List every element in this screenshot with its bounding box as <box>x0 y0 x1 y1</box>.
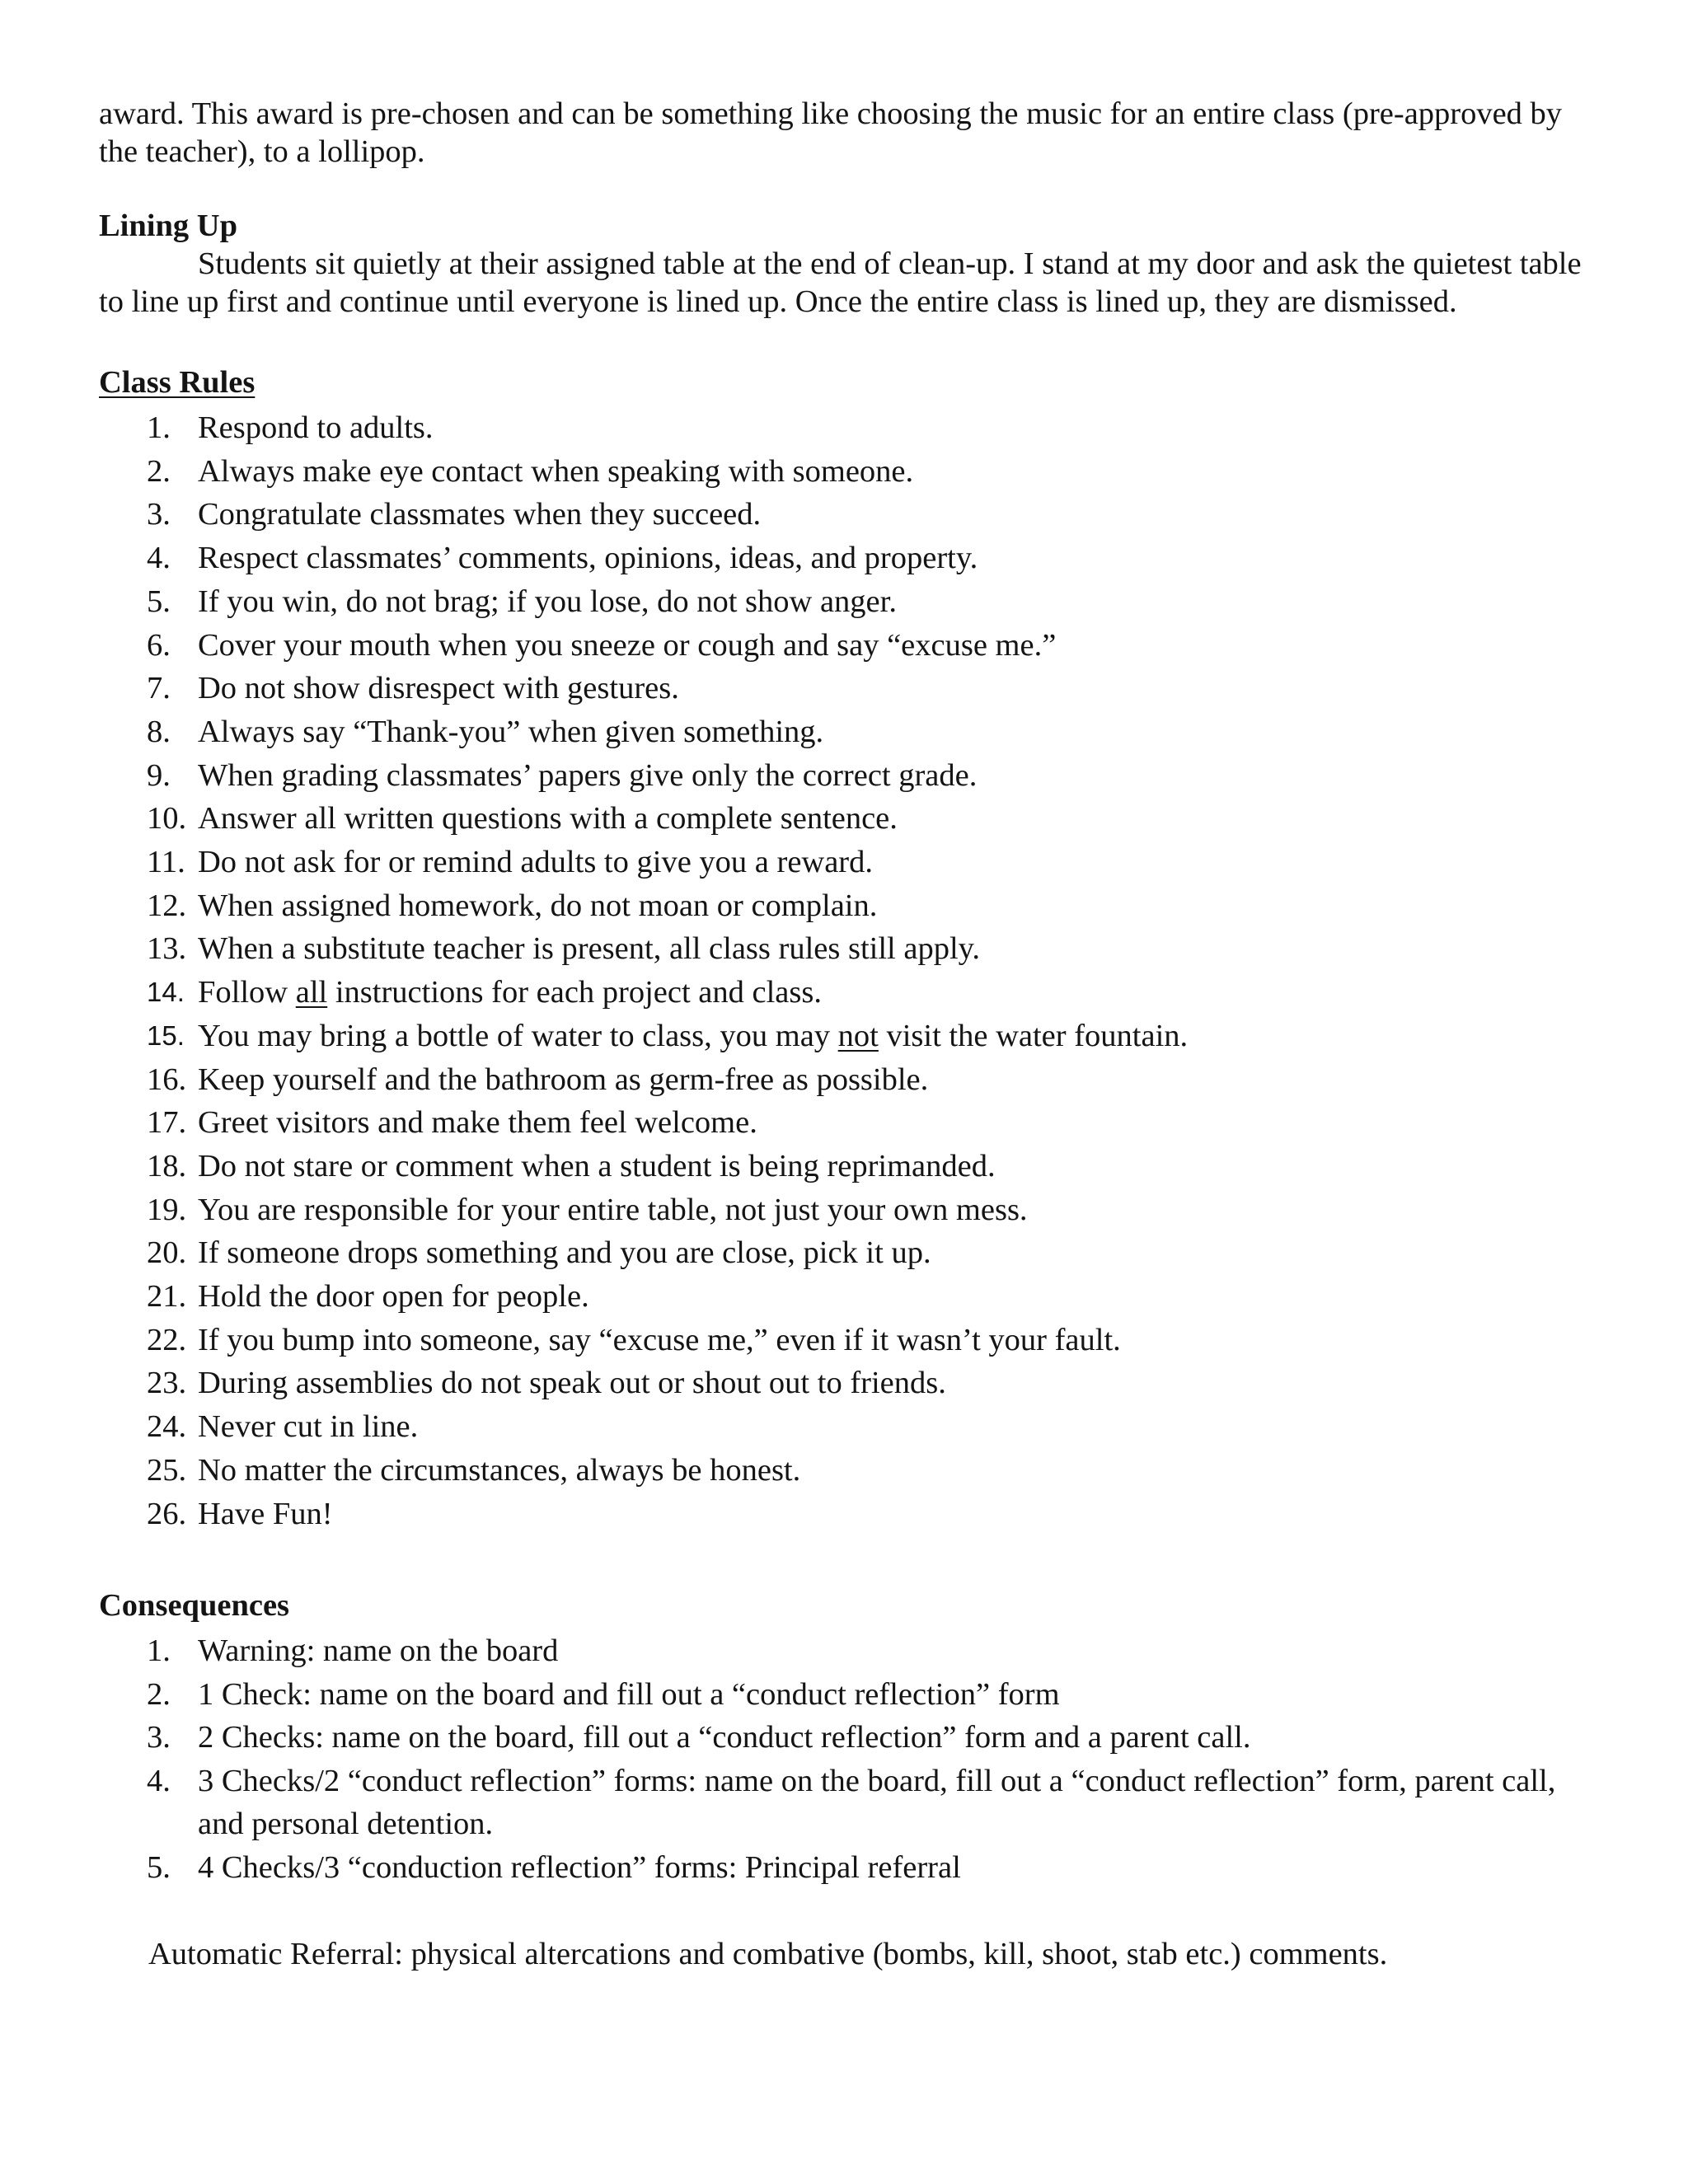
document-page <box>99 95 1582 1973</box>
list-item: 25. No matter the circumstances, always be honest. <box>147 1452 801 1488</box>
lining-up-paragraph: Students sit quietly at their assigned table at the end of clean-up. I stand at my door and ask the quietest table to line up first and continue until everyone is lined up. Once the entire class is lined up, they are dismissed. <box>99 246 1582 319</box>
list-item: 3. 2 Checks: name on the board, fill out a “conduct reflection” form and a parent call. <box>147 1720 1251 1755</box>
list-item: 15. You may bring a bottle of water to class, you may not visit the water fountain. <box>147 1018 1189 1053</box>
list-item: 5. If you win, do not brag; if you lose, do not show anger. <box>147 583 897 619</box>
list-item: 21. Hold the door open for people. <box>147 1279 589 1315</box>
consequences-heading: Consequences <box>99 1588 290 1624</box>
list-item: 16. Keep yourself and the bathroom as germ-free as possible. <box>147 1062 929 1097</box>
list-item: 22. If you bump into someone, say “excuse me,” even if it wasn’t your fault. <box>147 1322 1121 1357</box>
list-item: 12. When assigned homework, do not moan or complain. <box>147 888 878 923</box>
class-rules-heading: Class Rules <box>99 365 256 400</box>
list-item: 13. When a substitute teacher is present, all class rules still apply. <box>147 931 981 967</box>
list-item: 24. Never cut in line. <box>147 1409 419 1445</box>
list-item: 11. Do not ask for or remind adults to give you a reward. <box>147 845 873 880</box>
consequences-list <box>99 1629 1582 1889</box>
list-item: 26. Have Fun! <box>147 1496 333 1531</box>
list-item: 20. If someone drops something and you are close, pick it up. <box>147 1235 931 1271</box>
list-item: 2. Always make eye contact when speaking with someone. <box>147 453 914 489</box>
list-item: 6. Cover your mouth when you sneeze or cough and say “excuse me.” <box>147 627 1057 663</box>
list-item: 9. When grading classmates’ papers give only the correct grade. <box>147 757 978 793</box>
list-item: 4. 3 Checks/2 “conduct reflection” forms: name on the board, fill out a “conduct reflection” form, parent call, and personal detention. <box>147 1763 1556 1842</box>
list-item: 19. You are responsible for your entire table, not just your own mess. <box>147 1192 1028 1227</box>
list-item: 14. Follow all instructions for each project and class. <box>147 975 822 1010</box>
list-item: 5. 4 Checks/3 “conduction reflection” forms: Principal referral <box>147 1849 961 1885</box>
automatic-referral-note: Automatic Referral: physical altercations and combative (bombs, kill, shoot, stab etc.) comments. <box>148 1937 1388 1972</box>
list-item: 1. Warning: name on the board <box>147 1633 559 1669</box>
list-item: 23. During assemblies do not speak out or shout out to friends. <box>147 1366 946 1401</box>
class-rules-list <box>99 406 1582 1535</box>
list-item: 17. Greet visitors and make them feel welcome. <box>147 1105 757 1141</box>
list-item: 4. Respect classmates’ comments, opinions, ideas, and property. <box>147 541 978 576</box>
intro-paragraph: award. This award is pre-chosen and can be something like choosing the music for an entire class (pre-approved by the teacher), to a lollipop. <box>99 96 1563 169</box>
lining-up-heading: Lining Up <box>99 209 237 243</box>
list-item: 18. Do not stare or comment when a student is being reprimanded. <box>147 1148 996 1183</box>
list-item: 2. 1 Check: name on the board and fill out a “conduct reflection” form <box>147 1676 1060 1712</box>
list-item: 7. Do not show disrespect with gestures. <box>147 671 679 706</box>
list-item: 10. Answer all written questions with a complete sentence. <box>147 801 898 837</box>
list-item: 3. Congratulate classmates when they succeed. <box>147 497 762 532</box>
list-item: 1. Respond to adults. <box>147 410 434 445</box>
list-item: 8. Always say “Thank-you” when given something. <box>147 714 824 749</box>
